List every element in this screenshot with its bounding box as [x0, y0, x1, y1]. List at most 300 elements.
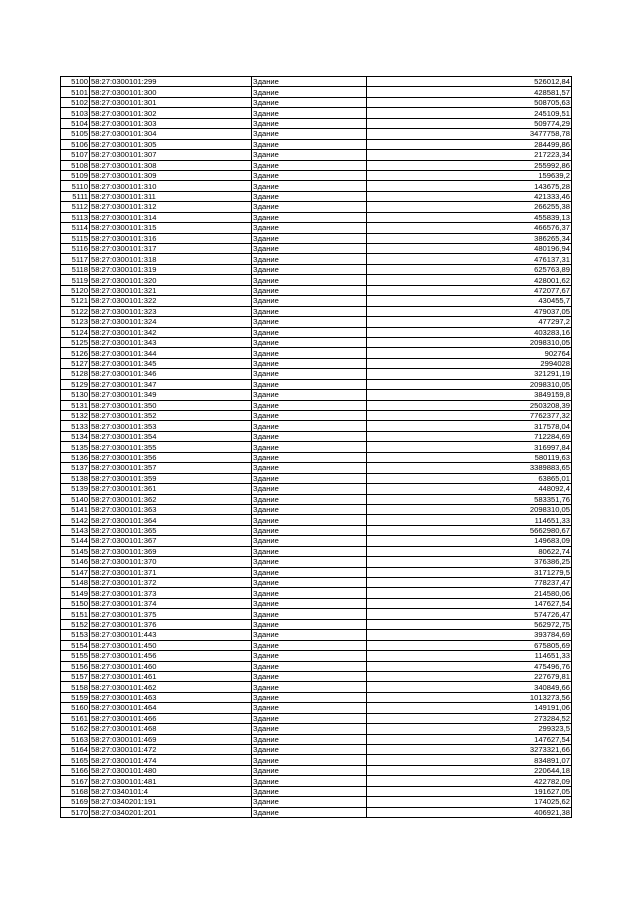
cadastral-number: 58:27:0300101:464 — [90, 703, 252, 713]
table-row — [61, 202, 572, 212]
cadastral-number: 58:27:0300101:314 — [90, 212, 252, 222]
cadastral-number: 58:27:0300101:462 — [90, 682, 252, 692]
table-row — [61, 358, 572, 368]
object-type: Здание — [252, 546, 367, 556]
row-number: 5146 — [61, 557, 90, 567]
object-type: Здание — [252, 442, 367, 452]
object-type: Здание — [252, 390, 367, 400]
table-row — [61, 651, 572, 661]
row-number: 5108 — [61, 160, 90, 170]
row-number: 5150 — [61, 598, 90, 608]
row-number: 5157 — [61, 671, 90, 681]
cadastral-value: 675805,69 — [367, 640, 572, 650]
row-number: 5160 — [61, 703, 90, 713]
row-number: 5158 — [61, 682, 90, 692]
cadastral-value: 3389883,65 — [367, 463, 572, 473]
table-row — [61, 484, 572, 494]
row-number: 5105 — [61, 129, 90, 139]
cadastral-number: 58:27:0300101:312 — [90, 202, 252, 212]
cadastral-value-table — [60, 76, 572, 818]
row-number: 5154 — [61, 640, 90, 650]
table-row — [61, 108, 572, 118]
cadastral-number: 58:27:0300101:303 — [90, 118, 252, 128]
table-row — [61, 327, 572, 337]
cadastral-number: 58:27:0300101:367 — [90, 536, 252, 546]
row-number: 5100 — [61, 77, 90, 87]
object-type: Здание — [252, 797, 367, 807]
cadastral-value: 902764 — [367, 348, 572, 358]
cadastral-value: 428001,62 — [367, 275, 572, 285]
cadastral-value: 448092,4 — [367, 484, 572, 494]
table-row — [61, 181, 572, 191]
table-row — [61, 275, 572, 285]
row-number: 5120 — [61, 285, 90, 295]
object-type: Здание — [252, 755, 367, 765]
cadastral-number: 58:27:0300101:320 — [90, 275, 252, 285]
table-row — [61, 317, 572, 327]
cadastral-value: 406921,38 — [367, 807, 572, 817]
object-type: Здание — [252, 567, 367, 577]
object-type: Здание — [252, 745, 367, 755]
cadastral-value: 149683,09 — [367, 536, 572, 546]
row-number: 5115 — [61, 233, 90, 243]
cadastral-number: 58:27:0300101:461 — [90, 671, 252, 681]
table-row — [61, 97, 572, 107]
cadastral-value: 284499,86 — [367, 139, 572, 149]
row-number: 5124 — [61, 327, 90, 337]
cadastral-number: 58:27:0300101:359 — [90, 473, 252, 483]
cadastral-value: 2994028 — [367, 358, 572, 368]
row-number: 5145 — [61, 546, 90, 556]
table-row — [61, 139, 572, 149]
table-row — [61, 296, 572, 306]
cadastral-value: 147627,54 — [367, 598, 572, 608]
cadastral-value: 2098310,05 — [367, 379, 572, 389]
object-type: Здание — [252, 150, 367, 160]
cadastral-value: 475496,76 — [367, 661, 572, 671]
table-row — [61, 536, 572, 546]
row-number: 5123 — [61, 317, 90, 327]
row-number: 5159 — [61, 692, 90, 702]
cadastral-value: 3477758,78 — [367, 129, 572, 139]
table-row — [61, 765, 572, 775]
table-row — [61, 703, 572, 713]
table-row — [61, 786, 572, 796]
cadastral-value: 245109,51 — [367, 108, 572, 118]
row-number: 5118 — [61, 264, 90, 274]
row-number: 5106 — [61, 139, 90, 149]
cadastral-number: 58:27:0300101:308 — [90, 160, 252, 170]
object-type: Здание — [252, 484, 367, 494]
object-type: Здание — [252, 421, 367, 431]
cadastral-number: 58:27:0300101:317 — [90, 244, 252, 254]
cadastral-value: 472077,67 — [367, 285, 572, 295]
object-type: Здание — [252, 212, 367, 222]
row-number: 5169 — [61, 797, 90, 807]
object-type: Здание — [252, 494, 367, 504]
cadastral-number: 58:27:0300101:364 — [90, 515, 252, 525]
cadastral-number: 58:27:0300101:460 — [90, 661, 252, 671]
row-number: 5163 — [61, 734, 90, 744]
row-number: 5141 — [61, 504, 90, 514]
table-row — [61, 244, 572, 254]
row-number: 5167 — [61, 776, 90, 786]
object-type: Здание — [252, 515, 367, 525]
cadastral-value: 509774,29 — [367, 118, 572, 128]
cadastral-number: 58:27:0300101:350 — [90, 400, 252, 410]
cadastral-number: 58:27:0300101:362 — [90, 494, 252, 504]
cadastral-number: 58:27:0300101:307 — [90, 150, 252, 160]
cadastral-value: 143675,28 — [367, 181, 572, 191]
object-type: Здание — [252, 536, 367, 546]
cadastral-number: 58:27:0300101:305 — [90, 139, 252, 149]
row-number: 5142 — [61, 515, 90, 525]
table-row — [61, 254, 572, 264]
cadastral-value: 386265,34 — [367, 233, 572, 243]
cadastral-value: 5662980,67 — [367, 525, 572, 535]
cadastral-value: 2098310,05 — [367, 337, 572, 347]
table-row — [61, 692, 572, 702]
table-row — [61, 452, 572, 462]
cadastral-value: 63865,01 — [367, 473, 572, 483]
cadastral-number: 58:27:0300101:353 — [90, 421, 252, 431]
table-row — [61, 807, 572, 817]
table-row — [61, 546, 572, 556]
cadastral-value: 3171279,5 — [367, 567, 572, 577]
cadastral-number: 58:27:0300101:316 — [90, 233, 252, 243]
cadastral-number: 58:27:0300101:466 — [90, 713, 252, 723]
object-type: Здание — [252, 306, 367, 316]
cadastral-value: 421333,46 — [367, 191, 572, 201]
row-number: 5111 — [61, 191, 90, 201]
cadastral-value: 147627,54 — [367, 734, 572, 744]
object-type: Здание — [252, 651, 367, 661]
cadastral-number: 58:27:0300101:450 — [90, 640, 252, 650]
object-type: Здание — [252, 139, 367, 149]
table-row — [61, 191, 572, 201]
cadastral-number: 58:27:0300101:311 — [90, 191, 252, 201]
row-number: 5103 — [61, 108, 90, 118]
cadastral-number: 58:27:0300101:301 — [90, 97, 252, 107]
table-row — [61, 713, 572, 723]
cadastral-value: 376386,25 — [367, 557, 572, 567]
cadastral-value: 455839,13 — [367, 212, 572, 222]
object-type: Здание — [252, 661, 367, 671]
cadastral-value: 778237,47 — [367, 578, 572, 588]
cadastral-value: 321291,19 — [367, 369, 572, 379]
cadastral-number: 58:27:0300101:354 — [90, 431, 252, 441]
row-number: 5127 — [61, 358, 90, 368]
object-type: Здание — [252, 431, 367, 441]
cadastral-value: 217223,34 — [367, 150, 572, 160]
cadastral-number: 58:27:0300101:468 — [90, 724, 252, 734]
cadastral-number: 58:27:0300101:310 — [90, 181, 252, 191]
object-type: Здание — [252, 807, 367, 817]
row-number: 5114 — [61, 223, 90, 233]
row-number: 5153 — [61, 630, 90, 640]
table-row — [61, 745, 572, 755]
row-number: 5129 — [61, 379, 90, 389]
cadastral-number: 58:27:0300101:356 — [90, 452, 252, 462]
row-number: 5166 — [61, 765, 90, 775]
cadastral-number: 58:27:0300101:372 — [90, 578, 252, 588]
cadastral-number: 58:27:0340201:201 — [90, 807, 252, 817]
cadastral-value: 174025,62 — [367, 797, 572, 807]
object-type: Здание — [252, 619, 367, 629]
object-type: Здание — [252, 181, 367, 191]
cadastral-value: 476137,31 — [367, 254, 572, 264]
row-number: 5125 — [61, 337, 90, 347]
cadastral-number: 58:27:0300101:456 — [90, 651, 252, 661]
table-row — [61, 630, 572, 640]
row-number: 5170 — [61, 807, 90, 817]
table-row — [61, 598, 572, 608]
cadastral-number: 58:27:0300101:324 — [90, 317, 252, 327]
object-type: Здание — [252, 598, 367, 608]
table-row — [61, 797, 572, 807]
cadastral-value: 114651,33 — [367, 651, 572, 661]
cadastral-number: 58:27:0300101:374 — [90, 598, 252, 608]
object-type: Здание — [252, 452, 367, 462]
cadastral-number: 58:27:0300101:376 — [90, 619, 252, 629]
table-row — [61, 567, 572, 577]
object-type: Здание — [252, 473, 367, 483]
cadastral-number: 58:27:0300101:371 — [90, 567, 252, 577]
table-row — [61, 776, 572, 786]
cadastral-number: 58:27:0300101:346 — [90, 369, 252, 379]
row-number: 5128 — [61, 369, 90, 379]
table-row — [61, 379, 572, 389]
row-number: 5149 — [61, 588, 90, 598]
cadastral-value: 114651,33 — [367, 515, 572, 525]
row-number: 5113 — [61, 212, 90, 222]
object-type: Здание — [252, 713, 367, 723]
object-type: Здание — [252, 275, 367, 285]
table-row — [61, 77, 572, 87]
object-type: Здание — [252, 463, 367, 473]
cadastral-number: 58:27:0300101:469 — [90, 734, 252, 744]
cadastral-number: 58:27:0300101:463 — [90, 692, 252, 702]
cadastral-value: 191627,05 — [367, 786, 572, 796]
object-type: Здание — [252, 348, 367, 358]
object-type: Здание — [252, 337, 367, 347]
cadastral-value: 562972,75 — [367, 619, 572, 629]
cadastral-value: 316997,84 — [367, 442, 572, 452]
cadastral-number: 58:27:0300101:369 — [90, 546, 252, 556]
table-row — [61, 578, 572, 588]
row-number: 5117 — [61, 254, 90, 264]
cadastral-number: 58:27:0300101:370 — [90, 557, 252, 567]
table-row — [61, 442, 572, 452]
object-type: Здание — [252, 223, 367, 233]
object-type: Здание — [252, 285, 367, 295]
row-number: 5162 — [61, 724, 90, 734]
table-row — [61, 150, 572, 160]
object-type: Здание — [252, 765, 367, 775]
cadastral-value: 466576,37 — [367, 223, 572, 233]
object-type: Здание — [252, 588, 367, 598]
table-row — [61, 609, 572, 619]
table-row — [61, 755, 572, 765]
object-type: Здание — [252, 233, 367, 243]
object-type: Здание — [252, 87, 367, 97]
cadastral-number: 58:27:0300101:344 — [90, 348, 252, 358]
row-number: 5135 — [61, 442, 90, 452]
row-number: 5121 — [61, 296, 90, 306]
object-type: Здание — [252, 358, 367, 368]
object-type: Здание — [252, 202, 367, 212]
table-row — [61, 306, 572, 316]
row-number: 5165 — [61, 755, 90, 765]
cadastral-value: 428581,57 — [367, 87, 572, 97]
row-number: 5104 — [61, 118, 90, 128]
cadastral-value: 1013273,56 — [367, 692, 572, 702]
cadastral-number: 58:27:0300101:315 — [90, 223, 252, 233]
cadastral-number: 58:27:0300101:375 — [90, 609, 252, 619]
cadastral-value: 2098310,05 — [367, 504, 572, 514]
cadastral-number: 58:27:0300101:299 — [90, 77, 252, 87]
cadastral-number: 58:27:0300101:342 — [90, 327, 252, 337]
row-number: 5134 — [61, 431, 90, 441]
table-row — [61, 129, 572, 139]
object-type: Здание — [252, 786, 367, 796]
row-number: 5155 — [61, 651, 90, 661]
table-row — [61, 369, 572, 379]
table-row — [61, 348, 572, 358]
row-number: 5122 — [61, 306, 90, 316]
cadastral-number: 58:27:0300101:481 — [90, 776, 252, 786]
cadastral-value: 3849159,8 — [367, 390, 572, 400]
row-number: 5143 — [61, 525, 90, 535]
row-number: 5168 — [61, 786, 90, 796]
row-number: 5147 — [61, 567, 90, 577]
cadastral-number: 58:27:0300101:323 — [90, 306, 252, 316]
object-type: Здание — [252, 411, 367, 421]
row-number: 5139 — [61, 484, 90, 494]
cadastral-number: 58:27:0300101:343 — [90, 337, 252, 347]
table-row — [61, 525, 572, 535]
table-row — [61, 463, 572, 473]
table-row — [61, 515, 572, 525]
object-type: Здание — [252, 703, 367, 713]
cadastral-value: 266255,38 — [367, 202, 572, 212]
table-row — [61, 212, 572, 222]
table-row — [61, 390, 572, 400]
row-number: 5130 — [61, 390, 90, 400]
table-row — [61, 504, 572, 514]
table-body — [61, 77, 572, 818]
table-row — [61, 264, 572, 274]
object-type: Здание — [252, 129, 367, 139]
row-number: 5140 — [61, 494, 90, 504]
table-row — [61, 494, 572, 504]
object-type: Здание — [252, 671, 367, 681]
table-row — [61, 724, 572, 734]
cadastral-value: 422782,09 — [367, 776, 572, 786]
cadastral-number: 58:27:0300101:322 — [90, 296, 252, 306]
object-type: Здание — [252, 264, 367, 274]
cadastral-number: 58:27:0300101:357 — [90, 463, 252, 473]
cadastral-value: 403283,16 — [367, 327, 572, 337]
object-type: Здание — [252, 557, 367, 567]
table-row — [61, 285, 572, 295]
table-row — [61, 640, 572, 650]
object-type: Здание — [252, 379, 367, 389]
cadastral-value: 526012,84 — [367, 77, 572, 87]
row-number: 5112 — [61, 202, 90, 212]
row-number: 5107 — [61, 150, 90, 160]
cadastral-value: 393784,69 — [367, 630, 572, 640]
row-number: 5148 — [61, 578, 90, 588]
row-number: 5138 — [61, 473, 90, 483]
cadastral-number: 58:27:0300101:319 — [90, 264, 252, 274]
cadastral-value: 273284,52 — [367, 713, 572, 723]
cadastral-value: 214580,06 — [367, 588, 572, 598]
cadastral-value: 340849,66 — [367, 682, 572, 692]
row-number: 5152 — [61, 619, 90, 629]
row-number: 5133 — [61, 421, 90, 431]
object-type: Здание — [252, 317, 367, 327]
row-number: 5144 — [61, 536, 90, 546]
cadastral-value: 7762377,32 — [367, 411, 572, 421]
object-type: Здание — [252, 118, 367, 128]
object-type: Здание — [252, 191, 367, 201]
table-row — [61, 588, 572, 598]
cadastral-number: 58:27:0300101:472 — [90, 745, 252, 755]
cadastral-number: 58:27:0300101:302 — [90, 108, 252, 118]
table-row — [61, 671, 572, 681]
cadastral-number: 58:27:0340101:4 — [90, 786, 252, 796]
table-row — [61, 421, 572, 431]
row-number: 5109 — [61, 170, 90, 180]
row-number: 5136 — [61, 452, 90, 462]
cadastral-value: 299323,5 — [367, 724, 572, 734]
object-type: Здание — [252, 734, 367, 744]
cadastral-number: 58:27:0300101:480 — [90, 765, 252, 775]
cadastral-number: 58:27:0300101:300 — [90, 87, 252, 97]
cadastral-number: 58:27:0300101:365 — [90, 525, 252, 535]
row-number: 5151 — [61, 609, 90, 619]
row-number: 5156 — [61, 661, 90, 671]
object-type: Здание — [252, 369, 367, 379]
row-number: 5126 — [61, 348, 90, 358]
object-type: Здание — [252, 400, 367, 410]
row-number: 5119 — [61, 275, 90, 285]
object-type: Здание — [252, 77, 367, 87]
cadastral-value: 712284,69 — [367, 431, 572, 441]
table-row — [61, 619, 572, 629]
cadastral-number: 58:27:0300101:363 — [90, 504, 252, 514]
object-type: Здание — [252, 327, 367, 337]
cadastral-value: 479037,05 — [367, 306, 572, 316]
table-row — [61, 557, 572, 567]
object-type: Здание — [252, 244, 367, 254]
cadastral-number: 58:27:0340201:191 — [90, 797, 252, 807]
table-row — [61, 400, 572, 410]
object-type: Здание — [252, 640, 367, 650]
cadastral-value: 583351,76 — [367, 494, 572, 504]
cadastral-number: 58:27:0300101:352 — [90, 411, 252, 421]
cadastral-value: 430455,7 — [367, 296, 572, 306]
table-row — [61, 337, 572, 347]
table-row — [61, 233, 572, 243]
cadastral-number: 58:27:0300101:349 — [90, 390, 252, 400]
row-number: 5131 — [61, 400, 90, 410]
cadastral-value: 255992,86 — [367, 160, 572, 170]
table-row — [61, 661, 572, 671]
cadastral-value: 625763,89 — [367, 264, 572, 274]
object-type: Здание — [252, 578, 367, 588]
